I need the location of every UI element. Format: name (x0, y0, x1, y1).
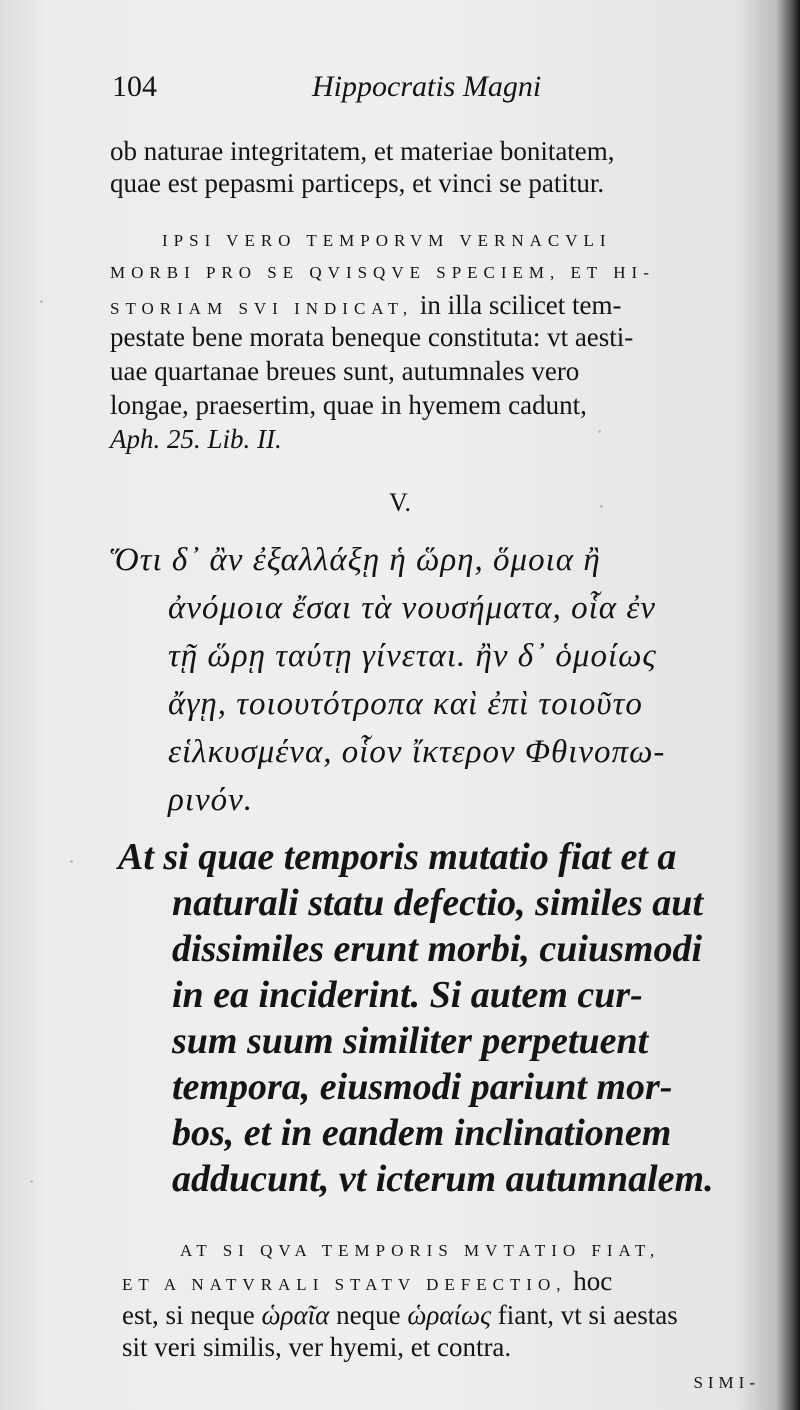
latin-translation-line: adducunt, vt icterum autumnalem. (172, 1158, 714, 1200)
latin-translation-line: sum suum similiter perpetuent (172, 1020, 649, 1062)
greek-line: ρινόν. (168, 782, 254, 818)
small-caps-line: IPSI VERO TEMPORVM VERNACVLI (162, 231, 612, 250)
roman-text: neque (329, 1300, 408, 1330)
latin-translation-line: dissimiles erunt morbi, cuiusmodi (172, 928, 702, 970)
page-number: 104 (112, 70, 157, 103)
paper-speck (30, 1180, 33, 1183)
latin-translation-line: tempora, eiusmodi pariunt mor- (172, 1066, 673, 1108)
paper-speck (70, 860, 73, 863)
greek-line: τῇ ὥρῃ ταύτῃ γίνεται. ἢν δ᾽ ὁμοίως (168, 638, 657, 674)
section-number: V. (389, 488, 411, 517)
latin-translation-line: bos, et in eandem inclinationem (172, 1112, 672, 1154)
running-title: Hippocratis Magni (312, 70, 542, 103)
latin-translation-line: At si quae temporis mutatio fiat et a (118, 836, 677, 878)
roman-text: est, si neque (122, 1300, 262, 1330)
text-line: quae est pepasmi particeps, et vinci se patitur. (110, 168, 605, 198)
small-caps-text: STORIAM SVI INDICAT, (110, 299, 414, 318)
greek-word: ὡραῖα (261, 1300, 330, 1330)
greek-line: Ὅτι δ᾽ ἂν ἐξαλλάξῃ ἡ ὥρη, ὅμοια ἢ (110, 542, 601, 578)
greek-line: ἄγῃ, τοιουτότροπα καὶ ἐπὶ τοιοῦτο (168, 686, 643, 722)
greek-line: ἀνόμοια ἔσαι τὰ νουσήματα, οἷα ἐν (168, 590, 657, 626)
text-line: uae quartanae breues sunt, autumnales vero (110, 356, 580, 386)
aphorism-reference: Aph. 25. Lib. II. (110, 424, 282, 454)
roman-text: hoc (566, 1266, 613, 1296)
latin-translation-line: in ea inciderint. Si autem cur- (172, 974, 643, 1016)
text-line: sit veri similis, ver hyemi, et contra. (122, 1332, 512, 1362)
latin-translation-line: naturali statu defectio, similes aut (172, 882, 703, 924)
greek-line: εἱλκυσμένα, οἷον ἴκτερον Φθινοπω- (168, 734, 666, 770)
text-line: longae, praesertim, quae in hyemem cadunt, (110, 390, 587, 420)
roman-text: in illa scilicet tem- (413, 290, 622, 320)
greek-word: ὡραίως (407, 1300, 492, 1330)
small-caps-line: MORBI PRO SE QVISQVE SPECIEM, ET HI- (110, 263, 655, 282)
small-caps-line: AT SI QVA TEMPORIS MVTATIO FIAT, (180, 1241, 661, 1260)
text-line: pestate bene morata beneque constituta: vt aesti- (110, 322, 634, 352)
text-line: ob naturae integritatem, et materiae bonitatem, (110, 136, 615, 166)
paper-speck (40, 300, 43, 303)
text-line (122, 1298, 772, 1332)
small-caps-text: ET A NATVRALI STATV DEFECTIO, (122, 1275, 567, 1294)
roman-text: fiant, vt si aestas (491, 1300, 678, 1330)
catchword: SIMI- (693, 1373, 760, 1392)
running-header (0, 70, 800, 110)
text-line (122, 1264, 772, 1302)
